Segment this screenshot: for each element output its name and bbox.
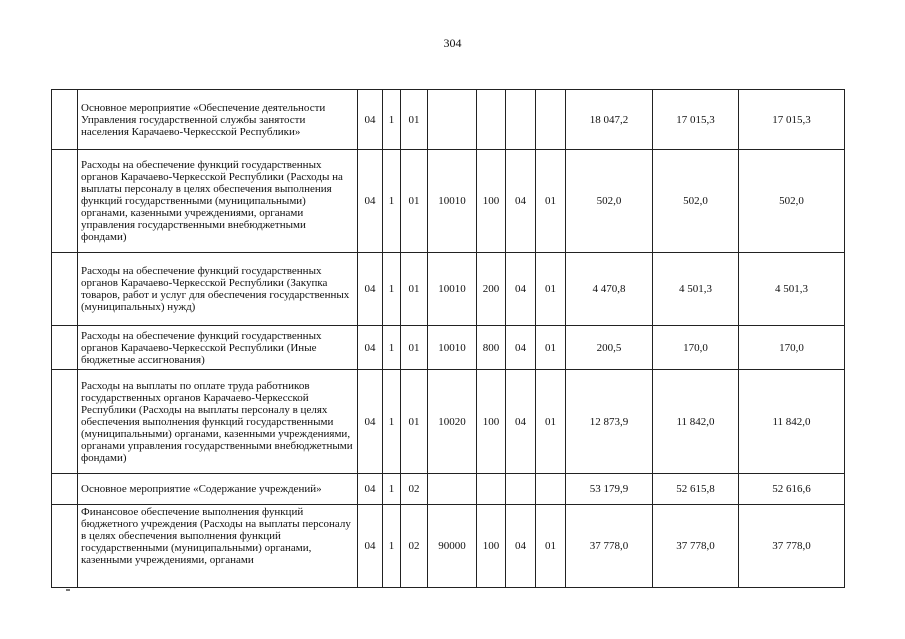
- row-name-cell: Расходы на обеспечение функций государственных органов Карачаево-Черкесской Республики (Иные бюджетные ассигнования): [78, 326, 358, 370]
- code-cell-c3: 02: [401, 474, 428, 505]
- code-cell-c4: 10010: [428, 326, 477, 370]
- amount-cell-v2: 170,0: [653, 326, 739, 370]
- amount-cell-v3: 17 015,3: [739, 90, 845, 150]
- code-cell-c2: 1: [383, 90, 401, 150]
- table-row: [52, 253, 845, 326]
- code-cell-c1: 04: [358, 150, 383, 253]
- code-cell-c1: 04: [358, 90, 383, 150]
- amount-cell-v1: 502,0: [566, 150, 653, 253]
- code-cell-c7: [536, 90, 566, 150]
- code-cell-c6: 04: [506, 370, 536, 474]
- code-cell-c5: 100: [477, 370, 506, 474]
- code-cell-c7: 01: [536, 505, 566, 588]
- scan-mark: [66, 589, 70, 591]
- code-cell-c3: 01: [401, 253, 428, 326]
- code-cell-c1: 04: [358, 474, 383, 505]
- code-cell-c2: 1: [383, 253, 401, 326]
- code-cell-c7: 01: [536, 253, 566, 326]
- code-cell-c2: 1: [383, 474, 401, 505]
- amount-cell-v3: 52 616,6: [739, 474, 845, 505]
- row-name-cell: Финансовое обеспечение выполнения функций бюджетного учреждения (Расходы на выплаты персоналу в целях обеспечения выполнения функций государственными (муниципальными) органами, казенными учреждениями, органами: [78, 505, 358, 588]
- amount-cell-v1: 37 778,0: [566, 505, 653, 588]
- code-cell-c1: 04: [358, 505, 383, 588]
- code-cell-c4: [428, 474, 477, 505]
- page-number: 304: [443, 36, 462, 50]
- amount-cell-v3: 502,0: [739, 150, 845, 253]
- table-row: [52, 90, 845, 150]
- row-name-cell: Основное мероприятие «Обеспечение деятельности Управления государственной службы занятости населения Карачаево-Черкесской Республики»: [78, 90, 358, 150]
- amount-cell-v1: 12 873,9: [566, 370, 653, 474]
- code-cell-c6: [506, 90, 536, 150]
- amount-cell-v2: 37 778,0: [653, 505, 739, 588]
- code-cell-c5: 200: [477, 253, 506, 326]
- blank-cell: [52, 326, 78, 370]
- code-cell-c6: 04: [506, 150, 536, 253]
- amount-cell-v1: 200,5: [566, 326, 653, 370]
- amount-cell-v2: 17 015,3: [653, 90, 739, 150]
- code-cell-c5: 100: [477, 505, 506, 588]
- code-cell-c3: 01: [401, 90, 428, 150]
- blank-cell: [52, 253, 78, 326]
- amount-cell-v2: 11 842,0: [653, 370, 739, 474]
- code-cell-c2: 1: [383, 150, 401, 253]
- code-cell-c6: 04: [506, 326, 536, 370]
- blank-cell: [52, 505, 78, 588]
- code-cell-c4: 10020: [428, 370, 477, 474]
- row-name-cell: Расходы на обеспечение функций государственных органов Карачаево-Черкесской Республики (Закупка товаров, работ и услуг для обеспечения государственных (муниципальных) нужд): [78, 253, 358, 326]
- amount-cell-v1: 18 047,2: [566, 90, 653, 150]
- code-cell-c1: 04: [358, 253, 383, 326]
- table-row: [52, 474, 845, 505]
- code-cell-c5: 100: [477, 150, 506, 253]
- code-cell-c4: [428, 90, 477, 150]
- blank-cell: [52, 474, 78, 505]
- table-row: [52, 370, 845, 474]
- code-cell-c7: 01: [536, 150, 566, 253]
- code-cell-c5: [477, 474, 506, 505]
- budget-table: [51, 89, 845, 588]
- code-cell-c7: [536, 474, 566, 505]
- code-cell-c2: 1: [383, 370, 401, 474]
- blank-cell: [52, 90, 78, 150]
- code-cell-c2: 1: [383, 326, 401, 370]
- code-cell-c5: 800: [477, 326, 506, 370]
- table-row: [52, 326, 845, 370]
- amount-cell-v3: 170,0: [739, 326, 845, 370]
- amount-cell-v2: 4 501,3: [653, 253, 739, 326]
- blank-cell: [52, 370, 78, 474]
- code-cell-c4: 90000: [428, 505, 477, 588]
- row-name-cell: Расходы на обеспечение функций государственных органов Карачаево-Черкесской Республики (Расходы на выплаты персоналу в целях обеспечения выполнения функций государственными (муниципальными) органами, казенными учреждениями, органами управления государственными внебюджетными фондами): [78, 150, 358, 253]
- amount-cell-v2: 502,0: [653, 150, 739, 253]
- code-cell-c3: 01: [401, 370, 428, 474]
- code-cell-c3: 01: [401, 150, 428, 253]
- code-cell-c7: 01: [536, 326, 566, 370]
- amount-cell-v1: 53 179,9: [566, 474, 653, 505]
- code-cell-c6: 04: [506, 253, 536, 326]
- row-name-cell: Расходы на выплаты по оплате труда работников государственных органов Карачаево-Черкесской Республики (Расходы на выплаты персоналу в целях обеспечения выполнения функций государственными (муниципальными) органами, казенными учреждениями, органами управления государственными внебюджетными фондами): [78, 370, 358, 474]
- code-cell-c3: 01: [401, 326, 428, 370]
- code-cell-c6: 04: [506, 505, 536, 588]
- code-cell-c5: [477, 90, 506, 150]
- code-cell-c4: 10010: [428, 150, 477, 253]
- code-cell-c4: 10010: [428, 253, 477, 326]
- code-cell-c7: 01: [536, 370, 566, 474]
- table-row: [52, 505, 845, 588]
- amount-cell-v3: 37 778,0: [739, 505, 845, 588]
- amount-cell-v3: 11 842,0: [739, 370, 845, 474]
- code-cell-c3: 02: [401, 505, 428, 588]
- code-cell-c6: [506, 474, 536, 505]
- amount-cell-v1: 4 470,8: [566, 253, 653, 326]
- code-cell-c1: 04: [358, 370, 383, 474]
- blank-cell: [52, 150, 78, 253]
- code-cell-c1: 04: [358, 326, 383, 370]
- row-name-cell: Основное мероприятие «Содержание учреждений»: [78, 474, 358, 505]
- table-row: [52, 150, 845, 253]
- amount-cell-v2: 52 615,8: [653, 474, 739, 505]
- code-cell-c2: 1: [383, 505, 401, 588]
- amount-cell-v3: 4 501,3: [739, 253, 845, 326]
